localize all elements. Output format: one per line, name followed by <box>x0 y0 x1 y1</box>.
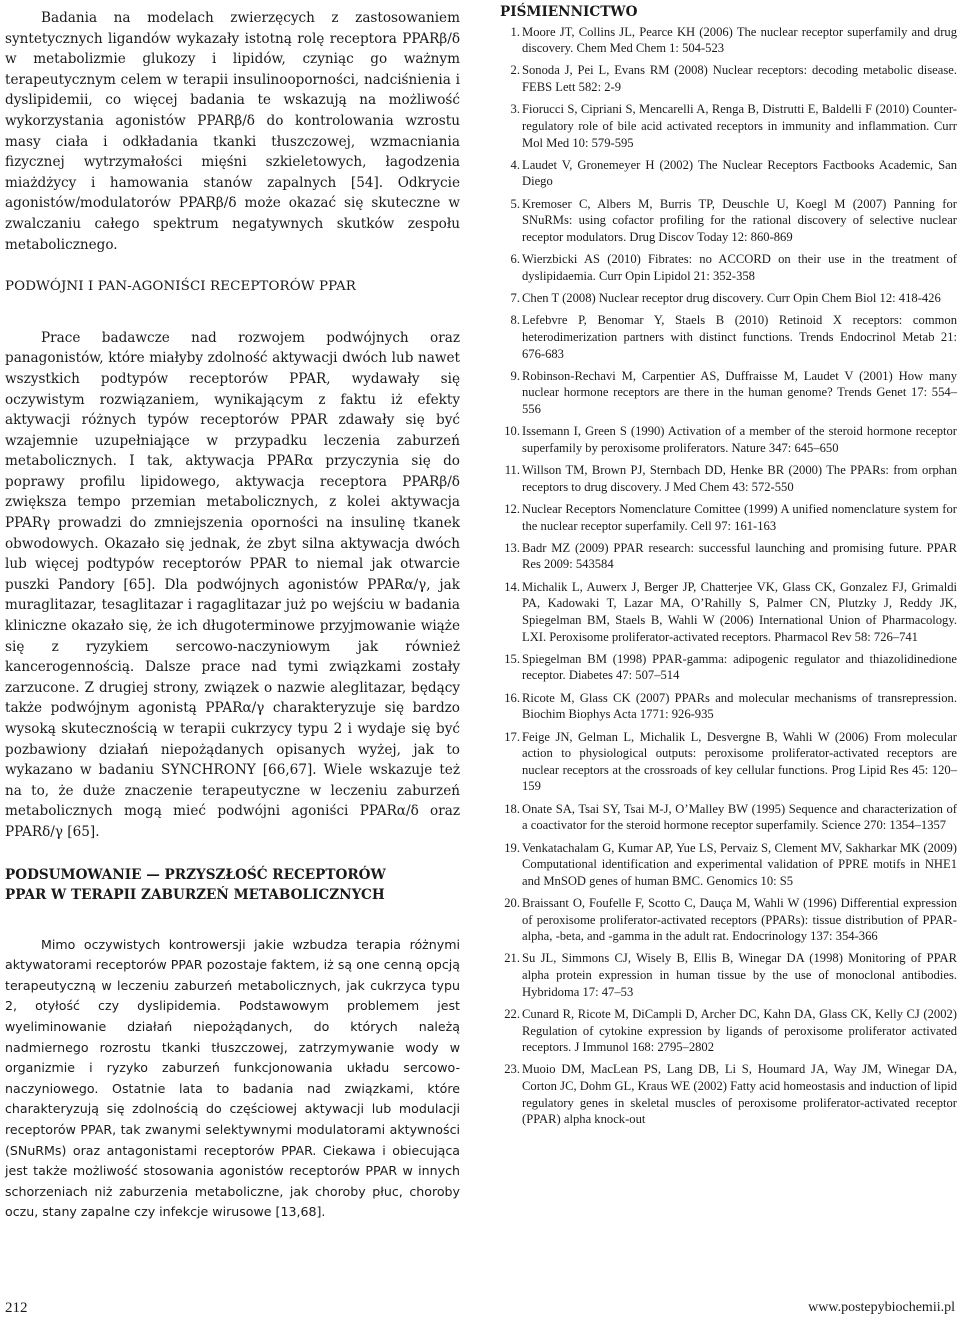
reference-item <box>500 62 957 95</box>
section-heading-summary-line1: PODSUMOWANIE — PRZYSZŁOŚĆ RECEPTORÓW <box>5 866 386 883</box>
reference-number: 1. <box>510 24 520 39</box>
reference-item <box>500 950 957 1000</box>
reference-number: 22. <box>504 1006 520 1021</box>
left-column <box>5 8 460 1223</box>
reference-text: Onate SA, Tsai SY, Tsai M-J, O’Malley BW (1995) Sequence and characterization of a coactivator for the steroid hormone receptor superfamily. Science 270: 1354–1357 <box>522 801 957 833</box>
reference-item <box>500 540 957 573</box>
reference-number: 18. <box>504 801 520 816</box>
reference-item <box>500 729 957 795</box>
reference-text: Moore JT, Collins JL, Pearce KH (2006) The nuclear receptor superfamily and drug discovery. Chem Med Chem 1: 504-523 <box>522 24 957 56</box>
reference-text: Cunard R, Ricote M, DiCampli D, Archer DC, Kahn DA, Glass CK, Kelly CJ (2002) Regulation of cytokine expression by ligands of peroxisome proliferator activated receptors. J Immunol 168: 2795–2802 <box>522 1006 957 1055</box>
reference-text: Ricote M, Glass CK (2007) PPARs and molecular mechanisms of transrepression. Biochim Biophys Acta 1771: 926-935 <box>522 690 957 722</box>
reference-number: 16. <box>504 690 520 705</box>
reference-number: 15. <box>504 651 520 666</box>
reference-item <box>500 501 957 534</box>
reference-number: 11. <box>504 463 520 478</box>
reference-text: Su JL, Simmons CJ, Wisely B, Ellis B, Winegar DA (1998) Monitoring of PPAR alpha protein expression in human tissue by the use of monoclonal antibodies. Hybridoma 17: 47–53 <box>522 951 957 999</box>
reference-item <box>500 895 957 945</box>
reference-item <box>500 251 957 284</box>
journal-website[interactable]: www.postepybiochemii.pl <box>808 1300 955 1315</box>
references-list <box>500 24 957 1128</box>
reference-item <box>500 101 957 151</box>
reference-number: 9. <box>510 368 520 383</box>
reference-number: 5. <box>510 196 520 211</box>
paragraph-dual-agonists: Prace badawcze nad rozwojem podwójnych oraz panagonistów, które miałyby zdolność aktywacji dwóch lub nawet wszystkich podtypów receptorów PPAR, wydawały się oczywistym rozwiązaniem, wynikającym z faktu iż efekty aktywacji różnych typów receptorów PPAR zdawały się być wzajemnie uzupełniające w przypadku leczenia zaburzeń metabolicznych. I tak, aktywacja PPARα przyczynia się do poprawy profilu lipidowego, aktywacja receptora PPARβ/δ zwiększa tempo przemian metabolicznych, z kolei aktywacja PPARγ prowadzi do zmniejszenia oporności na insulinę tkanek obwodowych. Okazało się jednak, że zbyt silna aktywacja dwóch lub więcej podtypów receptorów PPAR to niemal jak otwarcie puszki Pandory [65]. Dla podwójnych agonistów PPARα/γ, jak muraglitazar, tesaglitazar i ragaglitazar już po wejściu w badania kliniczne okazało się, że ich długoterminowe przyjmowanie wiąże się z ryzykiem sercowo-naczyniowym jak również kancerogennością. Dalsze prace nad tymi związkami zostały zarzucone. Z drugiej strony, związek o nazwie aleglitazar, będący także podwójnym agonistą PPARα/γ charakteryzuje się bardzo wysoką skutecznością w terapii cukrzycy typu 2 i wydaje się być pozbawiony działań niepożądanych opisanych wyżej, jak to wykazano w badaniu SYNCHRONY [66,67]. Wiele wskazuje też na to, że duże znaczenie terapeutyczne w leczeniu zaburzeń metabolicznych mogą mieć podwójni agoniści PPARα/δ oraz PPARδ/γ [65]. <box>5 329 460 840</box>
reference-text: Venkatachalam G, Kumar AP, Yue LS, Pervaiz S, Clement MV, Sakharkar MK (2009) Computational identification and experimental validation of PPRE motifs in NHE1 and MnSOD genes of human BMC. Genomics 10: S5 <box>522 840 957 888</box>
reference-item <box>500 1061 957 1127</box>
reference-item <box>500 801 957 834</box>
reference-item <box>500 290 957 307</box>
reference-number: 13. <box>504 540 520 555</box>
reference-number: 12. <box>504 502 520 516</box>
paragraph-intro: Badania na modelach zwierzęcych z zastosowaniem syntetycznych ligandów wykazały istotną rolę receptora PPARβ/δ w metabolizmie glukozy i lipidów, czyniąc go ważnym terapeutycznym celem w terapii insulinooporności, nadciśnienia i dyslipidemii, co więcej badania te wskazują na możliwość wykorzystania agonistów PPARβ/δ do kontrolowania wzrostu masy ciała i odkładania tkanki tłuszczowej, wzmacniania fizycznej wytrzymałości mięśni szkieletowych, łagodzenia miażdżycy i hamowania stanów zapalnych [54]. Odkrycie agonistów/modulatorów PPARβ/δ może okazać się skuteczne w zwalczaniu całego spektrum negatywnych skutków zespołu metabolicznego. <box>5 10 460 253</box>
reference-text: Issemann I, Green S (1990) Activation of a member of the steroid hormone receptor superfamily by peroxisome proliferators. Nature 347: 645–650 <box>522 424 957 455</box>
reference-text: Wierzbicki AS (2010) Fibrates: no ACCORD on their use in the treatment of dyslipidaemia. Curr Opin Lipidol 21: 352-358 <box>522 252 957 283</box>
reference-text: Kremoser C, Albers M, Burris TP, Deuschle U, Koegl M (2007) Panning for SNuRMs: using cofactor profiling for the rational discovery of selective nuclear receptor modulators. Drug Discov Today 12: 860-869 <box>522 196 957 244</box>
reference-item <box>500 24 957 57</box>
reference-text: Michalik L, Auwerx J, Berger JP, Chatterjee VK, Glass CK, Gonzalez FJ, Grimaldi PA, Kadowaki T, Lazar MA, O’Rahilly S, Palmer CN, Plutzky J, Reddy JK, Spiegelman BM, Staels B, Wahli W (2006) International Union of Pharmacology. LXI. Peroxisome proliferator-activated receptors. Pharmacol Rev 58: 726–741 <box>522 579 957 644</box>
reference-number: 19. <box>504 840 520 855</box>
reference-number: 20. <box>504 895 520 910</box>
paragraph-summary: Mimo oczywistych kontrowersji jakie wzbudza terapia różnymi aktywatorami receptorów PPAR pozostaje faktem, iż są one cenną opcją terapeutyczną w leczeniu zaburzeń metabolicznych, jak cukrzyca typu 2, otyłość czy dyslipidemia. Podstawowym problemem jest wyeliminowanie działań niepożądanych, do których należą nadmiernego rozrostu tkanki tłuszczowej, zatrzymywanie wody w organizmie i ryzyko zaburzeń funkcjonowania układu sercowo-naczyniowego. Ostatnie lata to badania nad związkami, które charakteryzują się zdolnością do częściowej aktywacji lub modulacji receptorów PPAR, tak zwanymi selektywnymi modulatorami aktywności (SNuRMs) oraz antagonistami receptorów PPAR. Ciekawa i obiecująca jest także możliwość stosowania agonistów receptorów PPAR w innych schorzeniach niż zaburzenia metaboliczne, jak choroby płuc, choroby oczu, stany zapalne czy infekcje wirusowe [13,68]. <box>5 936 460 1220</box>
reference-item <box>500 423 957 456</box>
section-heading-summary <box>5 865 460 905</box>
reference-item <box>500 368 957 418</box>
reference-number: 21. <box>504 951 520 966</box>
reference-number: 23. <box>504 1062 520 1077</box>
reference-number: 7. <box>510 291 520 306</box>
section-heading-summary-line2: PPAR W TERAPII ZABURZEŃ METABOLICZNYCH <box>5 886 385 903</box>
reference-item <box>500 651 957 684</box>
reference-text: Sonoda J, Pei L, Evans RM (2008) Nuclear receptors: decoding metabolic disease. FEBS Lett 582: 2-9 <box>522 63 957 95</box>
references-column <box>500 4 957 1133</box>
reference-number: 3. <box>510 102 520 117</box>
references-title: PIŚMIENNICTWO <box>500 4 638 20</box>
reference-text: Robinson-Rechavi M, Carpentier AS, Duffraisse M, Laudet V (2001) How many nuclear hormone receptors are there in the human genome? Trends Genet 17: 554–556 <box>522 368 957 416</box>
reference-text: Badr MZ (2009) PPAR research: successful launching and promising future. PPAR Res 2009: 543584 <box>522 540 957 572</box>
reference-item <box>500 690 957 723</box>
reference-number: 8. <box>510 313 520 328</box>
reference-number: 14. <box>504 579 520 594</box>
reference-number: 6. <box>510 252 520 267</box>
reference-text: Chen T (2008) Nuclear receptor drug discovery. Curr Opin Chem Biol 12: 418-426 <box>522 291 941 306</box>
page-number: 212 <box>5 1300 28 1316</box>
reference-number: 10. <box>504 424 520 439</box>
reference-number: 2. <box>510 63 520 78</box>
reference-item <box>500 840 957 890</box>
reference-number: 4. <box>510 157 520 172</box>
reference-text: Lefebvre P, Benomar Y, Staels B (2010) Retinoid X receptors: common heterodimerization partners with distinct functions. Trends Endocrinol Metab 21: 676-683 <box>522 313 957 361</box>
reference-text: Feige JN, Gelman L, Michalik L, Desvergne B, Wahli W (2006) From molecular action to physiological outputs: peroxisome proliferator-activated receptors are nuclear receptors at the crossroads of key cellular functions. Prog Lipid Res 45: 120–159 <box>522 729 957 794</box>
reference-text: Muoio DM, MacLean PS, Lang DB, Li S, Houmard JA, Way JM, Winegar DA, Corton JC, Dohm GL, Kraus WE (2002) Fatty acid homeostasis and induction of lipid regulatory genes in skeletal muscles of peroxisome proliferator-activated receptor (PPAR) alpha knock-out <box>522 1062 957 1127</box>
reference-text: Spiegelman BM (1998) PPAR-gamma: adipogenic regulator and thiazolidinedione receptor. Diabetes 47: 507–514 <box>522 651 957 683</box>
reference-item <box>500 579 957 645</box>
reference-item <box>500 1006 957 1056</box>
reference-item <box>500 196 957 246</box>
reference-text: Laudet V, Gronemeyer H (2002) The Nuclear Receptors Factbooks Academic, San Diego <box>522 157 957 189</box>
reference-item <box>500 157 957 190</box>
reference-text: Fiorucci S, Cipriani S, Mencarelli A, Renga B, Distrutti E, Baldelli F (2010) Counter-regulatory role of bile acid activated receptors in immunity and inflammation. Curr Mol Med 10: 579-595 <box>522 102 957 150</box>
reference-item <box>500 462 957 495</box>
reference-text: Braissant O, Foufelle F, Scotto C, Dauça M, Wahli W (1996) Differential expression of peroxisome proliferator-activated receptors (PPARs): tissue distribution of PPAR-alpha, -beta, and -gamma in the adult rat. Endocrinology 137: 354-366 <box>522 895 957 944</box>
reference-text: Willson TM, Brown PJ, Sternbach DD, Henke BR (2000) The PPARs: from orphan receptors to drug discovery. J Med Chem 43: 572-550 <box>522 463 957 494</box>
section-heading-dual-agonists: PODWÓJNI I PAN-AGONIŚCI RECEPTORÓW PPAR <box>5 279 356 295</box>
reference-text: Nuclear Receptors Nomenclature Comittee (1999) A unified nomenclature system for the nuclear receptor superfamily. Cell 97: 161-163 <box>522 502 957 533</box>
reference-number: 17. <box>504 729 520 744</box>
reference-item <box>500 312 957 362</box>
